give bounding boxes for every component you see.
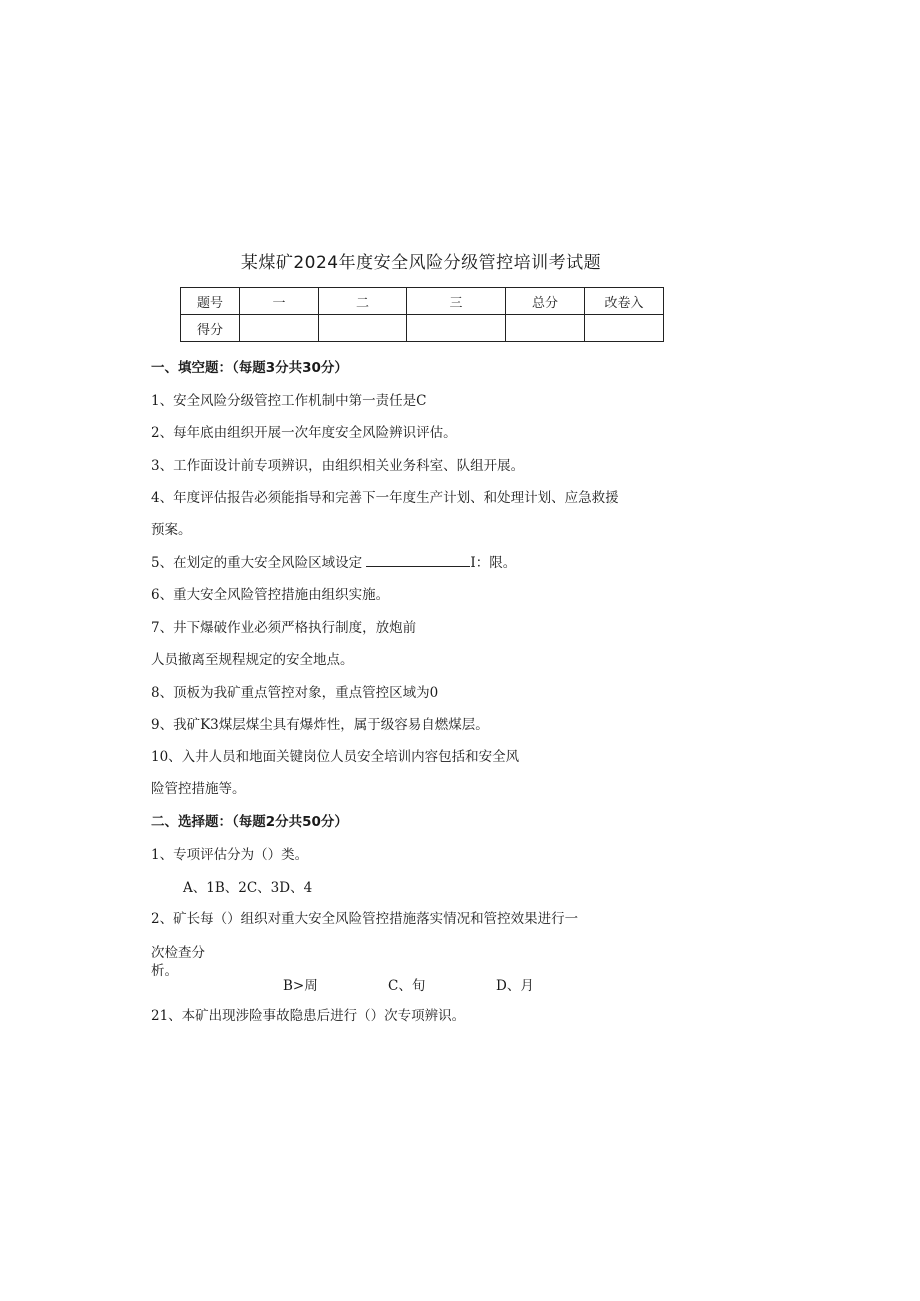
- choice-question-1-options: A、1B、2C、3D、4: [183, 880, 313, 896]
- fill-question-5: [151, 551, 516, 571]
- fill-question-7: 7、井下爆破作业必须严格执行制度，放炮前: [151, 620, 417, 636]
- section1-note: （每题3分共30分）: [232, 360, 348, 376]
- fill-question-4: 4、年度评估报告必须能指导和完善下一年度生产计划、和处理计划、应急救援: [151, 490, 619, 506]
- score-table: [180, 287, 664, 342]
- score-cell-grader: [585, 315, 664, 342]
- fill-question-4-cont: 预案。: [151, 522, 192, 538]
- section2-heading: [151, 810, 348, 830]
- choice-option-d: D、月: [496, 978, 534, 994]
- fill-question-7-cont: 人员撤离至规程规定的安全地点。: [151, 652, 354, 668]
- answer-blank: [366, 554, 470, 567]
- header-cell-total: 总分: [506, 288, 585, 315]
- choice-question-21: 21、本矿出现涉险事故隐患后进行（）次专项辨识。: [151, 1008, 466, 1024]
- choice-question-2-cont: 次检查分: [151, 945, 205, 961]
- fill-question-2: 2、每年底由组织开展一次年度安全风险辨识评估。: [151, 425, 457, 441]
- choice-option-b: B>周: [283, 978, 318, 994]
- header-cell-part-1: 一: [240, 288, 319, 315]
- score-cell-total: [506, 315, 585, 342]
- choice-question-2: 2、矿长每（）组织对重大安全风险管控措施落实情况和管控效果进行一: [151, 911, 579, 927]
- choice-question-2-cont2: 析。: [151, 963, 178, 979]
- section1-title: 一、填空题：: [151, 360, 232, 376]
- score-table-header-row: [181, 288, 664, 315]
- section2-title: 二、选择题：: [151, 814, 232, 830]
- score-cell-part-2: [319, 315, 407, 342]
- score-cell-part-3: [407, 315, 506, 342]
- choice-question-1: 1、专项评估分为（）类。: [151, 847, 309, 863]
- section1-heading: [151, 356, 348, 376]
- header-cell-question-no: 题号: [181, 288, 240, 315]
- fill-question-5-text: 5、在划定的重大安全风险区域设定: [151, 555, 363, 571]
- fill-question-6: 6、重大安全风险管控措施由组织实施。: [151, 587, 390, 603]
- fill-question-1: 1、安全风险分级管控工作机制中第一责任是C: [151, 393, 427, 409]
- fill-question-10: 10、入井人员和地面关键岗位人员安全培训内容包括和安全风: [151, 749, 520, 765]
- fill-question-3: 3、工作面设计前专项辨识，由组织相关业务科室、队组开展。: [151, 458, 525, 474]
- header-cell-part-3: 三: [407, 288, 506, 315]
- score-cell-part-1: [240, 315, 319, 342]
- fill-question-9: 9、我矿K3煤层煤尘具有爆炸性，属于级容易自燃煤层。: [151, 717, 489, 733]
- header-cell-part-2: 二: [319, 288, 407, 315]
- fill-question-5-tail: I：限。: [470, 555, 517, 571]
- fill-question-8: 8、顶板为我矿重点管控对象，重点管控区域为0: [151, 685, 439, 701]
- score-row-label: 得分: [181, 315, 240, 342]
- choice-option-c: C、旬: [388, 978, 426, 994]
- section2-note: （每题2分共50分）: [232, 814, 348, 830]
- fill-question-10-cont: 险管控措施等。: [151, 781, 246, 797]
- header-cell-grader: 改卷入: [585, 288, 664, 315]
- exam-title: 某煤矿2024年度安全风险分级管控培训考试题: [240, 253, 602, 273]
- score-table-score-row: [181, 315, 664, 342]
